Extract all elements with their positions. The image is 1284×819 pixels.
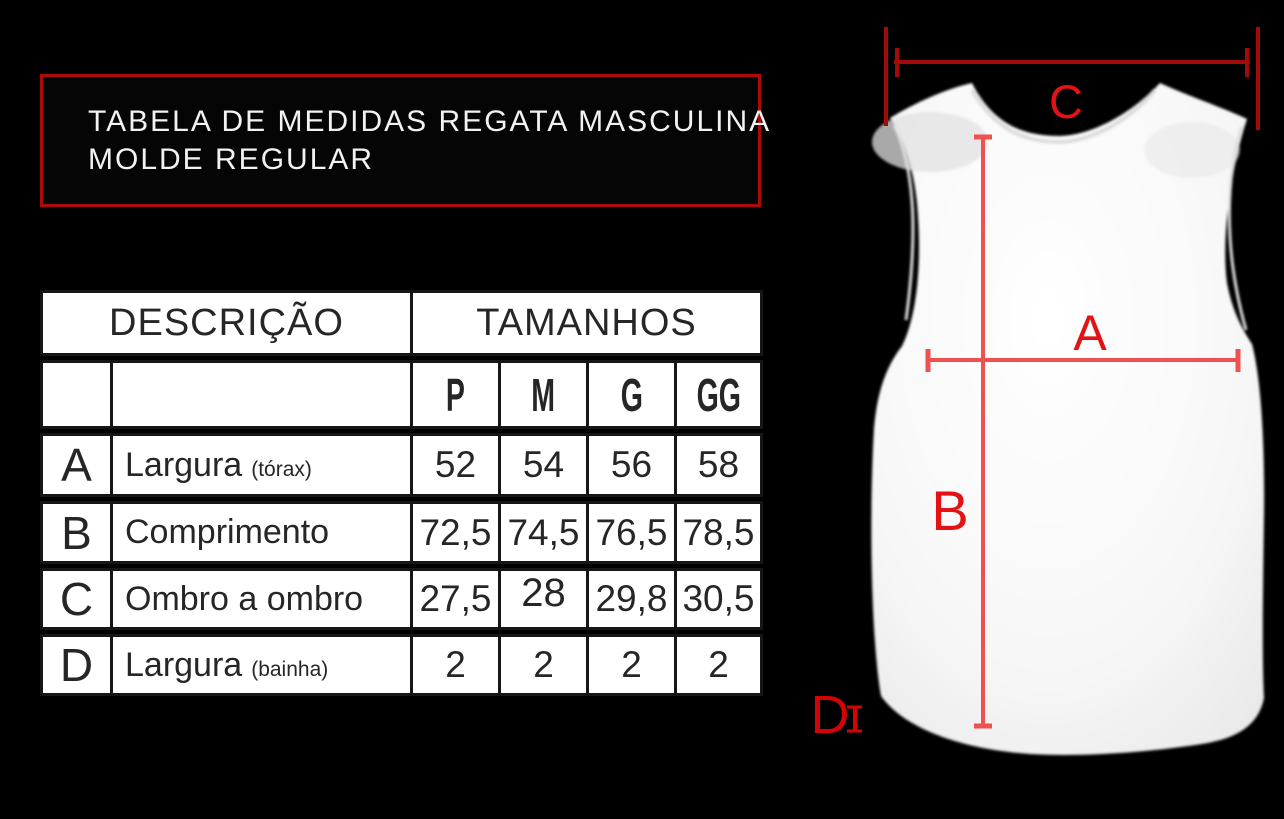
description-header-cell: DESCRIÇÃO xyxy=(109,301,344,344)
size-label-p: P xyxy=(445,368,466,421)
value-cell: 78,5 xyxy=(674,504,760,561)
value-cell: 76,5 xyxy=(586,504,674,561)
description-text: Largura (tórax) xyxy=(125,445,312,484)
size-label-m: M xyxy=(531,368,556,421)
shoulder-shading-left xyxy=(872,112,988,172)
value-cell: 27,5 xyxy=(410,571,498,627)
value-cell: 2 xyxy=(674,637,760,693)
label-c: C xyxy=(1049,75,1083,128)
letter-cell: C xyxy=(59,573,94,625)
description-text: Comprimento xyxy=(125,513,330,551)
value-cell: 30,5 xyxy=(674,571,760,627)
label-d: D xyxy=(810,685,850,745)
tank-top-silhouette xyxy=(871,83,1264,755)
value-cell: 72,5 xyxy=(410,504,498,561)
title-line-1: TABELA DE MEDIDAS REGATA MASCULINA xyxy=(88,104,772,138)
value-cell: 29,8 xyxy=(586,571,674,627)
letter-cell: A xyxy=(61,439,92,491)
value-cell: 2 xyxy=(498,637,586,693)
size-label-gg: GG xyxy=(696,368,741,421)
sizes-header-cell: TAMANHOS xyxy=(410,293,760,353)
size-label-g: G xyxy=(620,368,643,421)
description-text: Ombro a ombro xyxy=(125,579,364,618)
value-cell: 52 xyxy=(410,436,498,494)
value-cell: 54 xyxy=(498,436,586,494)
value-cell: 2 xyxy=(410,637,498,693)
value-cell: 2 xyxy=(586,637,674,693)
value-cell: 56 xyxy=(586,436,674,494)
title-line-2: MOLDE REGULAR xyxy=(88,142,375,176)
value-cell: 28 xyxy=(498,571,586,627)
label-b: B xyxy=(931,479,969,542)
value-cell: 74,5 xyxy=(498,504,586,561)
letter-cell: B xyxy=(61,506,92,559)
label-a: A xyxy=(1073,305,1107,361)
description-text: Largura (bainha) xyxy=(125,645,329,684)
letter-cell: D xyxy=(59,639,94,691)
shoulder-shading-right xyxy=(1144,122,1240,178)
value-cell: 58 xyxy=(674,436,760,494)
